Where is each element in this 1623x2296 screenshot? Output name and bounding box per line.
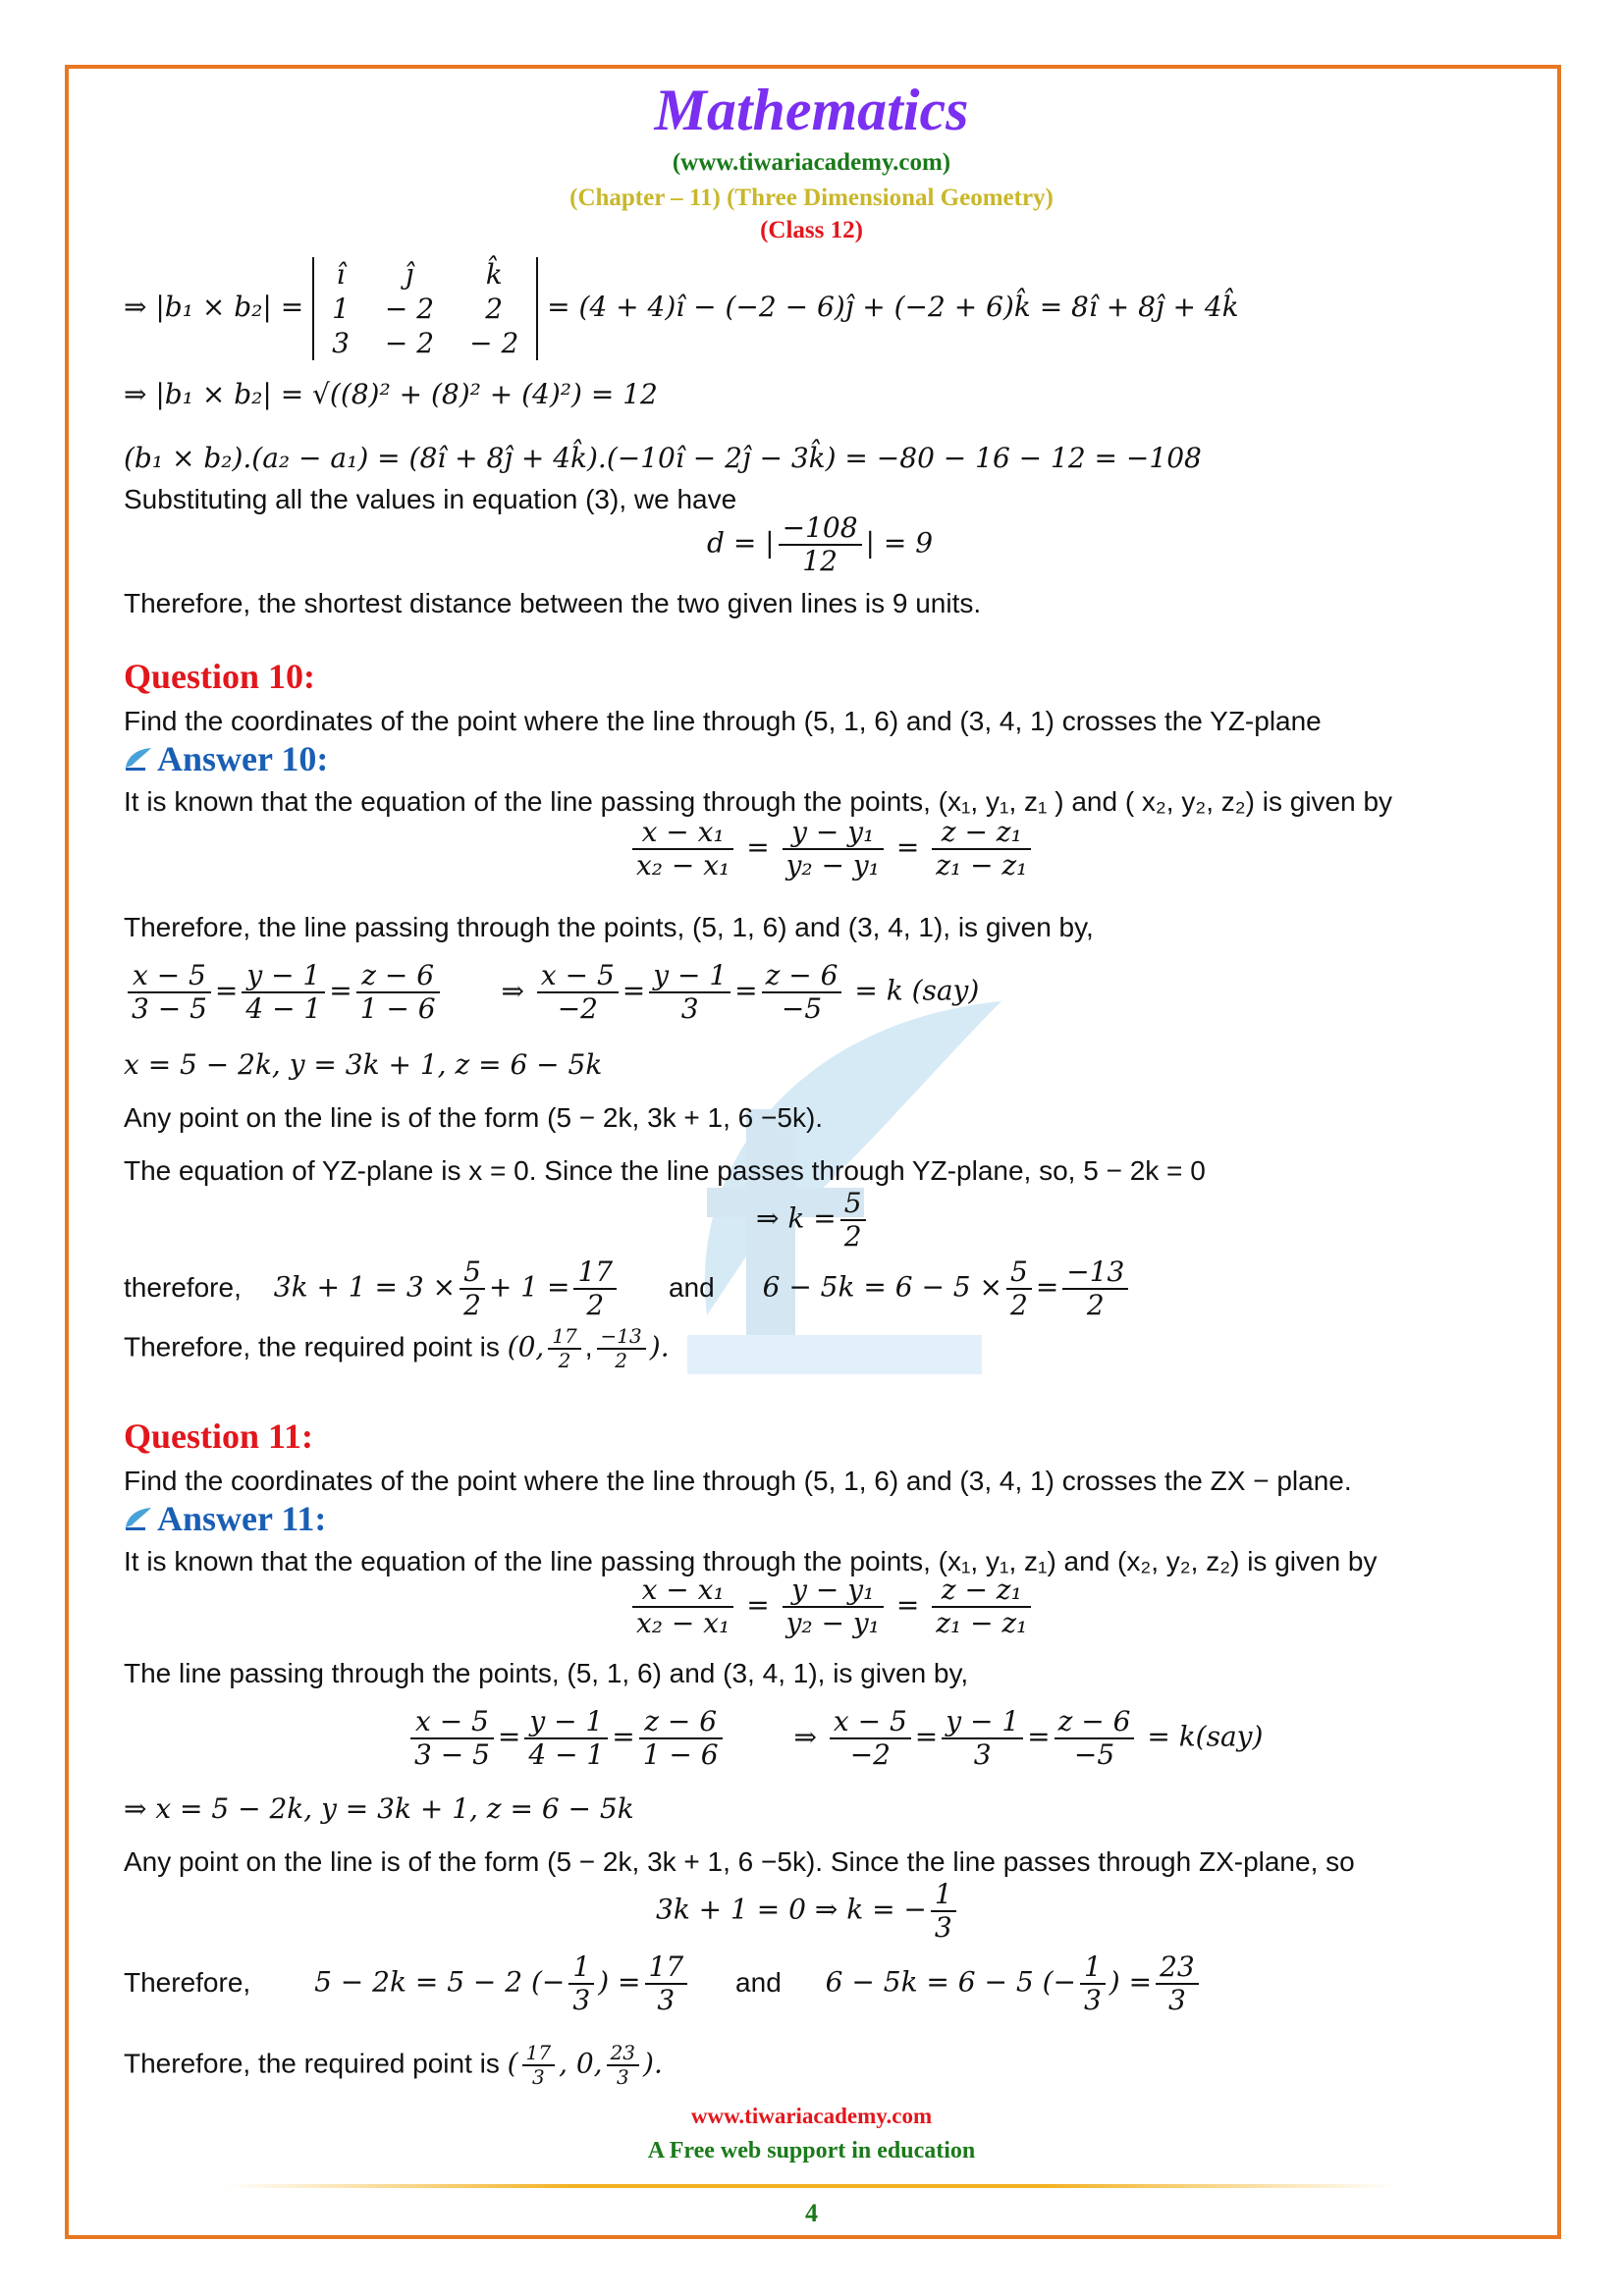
den: 3 — [1168, 1984, 1186, 2017]
calc-1a: 5 − 2k = 5 − 2 (− — [314, 1965, 566, 1999]
q10-therefore-line: Therefore, the line passing through the points, (5, 1, 6) and (3, 4, 1), is given by, — [124, 912, 1094, 942]
and-text: and — [735, 1966, 782, 1998]
k-lhs: ⇒ k = — [756, 1201, 837, 1235]
den: 4 − 1 — [528, 1738, 605, 1772]
answer-11-heading — [124, 1498, 326, 1539]
cross-product-line — [124, 257, 1239, 360]
result-open: ( — [507, 2047, 518, 2080]
frac — [932, 817, 1031, 881]
q11-parametric: ⇒ x = 5 − 2k, y = 3k + 1, z = 6 − 5k — [124, 1792, 634, 1825]
det-cell: − 2 — [384, 327, 435, 359]
q10-any-point: Any point on the line is of the form (5 − 2k, 3k + 1, 6 −5k). — [124, 1102, 824, 1133]
k-eq: 3k + 1 = 0 ⇒ k = − — [656, 1893, 927, 1926]
den: 2 — [463, 1289, 481, 1322]
den: x₂ − x₁ — [636, 849, 730, 882]
den: z₁ − z₁ — [936, 1607, 1028, 1640]
frac — [573, 1256, 617, 1321]
q11-known-text: It is known that the equation of the line passing through the points, (x₁, y₁, z₁) and (x₂, y₂, z₂) is given by — [124, 1546, 1378, 1576]
den: −2 — [849, 1738, 891, 1772]
eq-k: = k(say) — [1147, 1720, 1264, 1753]
footer-website-link[interactable]: www.tiwariacademy.com — [690, 2104, 933, 2128]
q10-line-equation: $\frac{x - 5}{3 - 5}$ = $\frac{y - 1}{4 - 1}$ = $\frac{z - 6}{1 - 6}$ ⇒ $\frac{x - 5}{-2}$ = $\frac{y - 1}{3}$ = $\frac{z - 6}{-5}$ = k (say) — [124, 960, 979, 1025]
num: y − 1 — [242, 960, 325, 993]
page-number: 4 — [805, 2199, 818, 2227]
den: 3 — [531, 2065, 545, 2089]
result-open: (0, — [507, 1330, 545, 1363]
num: 17 — [548, 1325, 580, 1350]
den: 2 — [1009, 1289, 1028, 1322]
num: z − 6 — [1055, 1706, 1135, 1739]
frac — [242, 960, 325, 1025]
q11-general-equation: $\frac{\text{x − x₁}}{\text{x₂ − x₁}}$ = $\frac{\text{y − y₁}}{\text{y₂ − y₁}}$ = $\frac{\text{z − z₁}}{\text{z₁ − z₁}}$ — [628, 1575, 1035, 1639]
calc-1b: + 1 = — [488, 1270, 570, 1304]
den: 1 − 6 — [642, 1738, 719, 1772]
frac — [1062, 1256, 1128, 1321]
num: −13 — [597, 1325, 646, 1350]
d-den: 12 — [802, 545, 838, 578]
frac — [1080, 1951, 1106, 2016]
den: z₁ − z₁ — [936, 849, 1028, 882]
frac — [410, 1706, 494, 1771]
frac — [1006, 1256, 1032, 1321]
result-mid: , 0, — [559, 2047, 603, 2080]
d-rhs: | = 9 — [865, 526, 934, 560]
num: 5 — [460, 1256, 485, 1290]
det-cell: 2 — [485, 293, 504, 325]
answer-icon — [124, 1506, 153, 1531]
den: 3 — [657, 1984, 676, 2017]
den: 3 — [934, 1911, 952, 1945]
num: 23 — [1156, 1951, 1199, 1985]
den: 3 — [572, 1984, 591, 2017]
frac — [1156, 1951, 1199, 2016]
header-website: (www.tiwariacademy.com) — [672, 149, 951, 176]
q11-line-text: The line passing through the points, (5, 1, 6) and (3, 4, 1), is given by, — [124, 1658, 969, 1688]
den: −5 — [1073, 1738, 1115, 1772]
footer-tagline: A Free web support in education — [647, 2138, 976, 2163]
q10-result: Therefore, the required point is (0, $\frac{17}{2}$ , $\frac{-13}{2}$ ). — [124, 1324, 670, 1372]
num: −13 — [1062, 1256, 1128, 1290]
question-11-heading: Question 11: — [124, 1416, 314, 1456]
frac — [522, 2042, 555, 2089]
answer-10-heading — [124, 738, 328, 779]
den: y₂ − y₁ — [785, 1607, 880, 1640]
frac — [597, 1325, 646, 1372]
frac — [548, 1325, 580, 1372]
den: 3 − 5 — [414, 1738, 490, 1772]
num: 1 — [568, 1951, 594, 1985]
num: x − 5 — [128, 960, 211, 993]
calc-label: therefore, — [124, 1271, 242, 1303]
question-11-text: Find the coordinates of the point where the line through (5, 1, 6) and (3, 4, 1) crosses the ZX − plane. — [124, 1466, 1352, 1496]
cross-lhs: ⇒ |b₁ × b₂| = — [124, 291, 304, 323]
q11-line-equation: $\frac{x - 5}{3 - 5}$ = $\frac{y - 1}{4 - 1}$ = $\frac{z - 6}{1 - 6}$ ⇒ $\frac{x - 5}{-2}$ = $\frac{y - 1}{3}$ = $\frac{z - 6}{-5}$ = k(say) — [406, 1706, 1263, 1771]
den: 3 − 5 — [132, 992, 207, 1026]
det-cell: 3 — [332, 327, 350, 359]
page-title: Mathematics — [654, 78, 969, 142]
determinant — [312, 257, 538, 360]
den: 2 — [586, 1289, 605, 1322]
answer-10-label: Answer 10: — [157, 739, 329, 778]
header-chapter: (Chapter – 11) (Three Dimensional Geometry) — [569, 185, 1054, 211]
num: 1 — [1080, 1951, 1106, 1985]
den: x₂ − x₁ — [636, 1607, 730, 1640]
num: z − 6 — [639, 1706, 723, 1739]
d-num: −108 — [779, 512, 862, 546]
q10-general-equation: $\frac{\text{x − x₁}}{\text{x₂ − x₁}}$ = $\frac{\text{y − y₁}}{\text{y₂ − y₁}}$ = $\frac{\text{z − z₁}}{\text{z₁ − z₁}}$ — [628, 817, 1035, 881]
q11-any-point: Any point on the line is of the form (5 − 2k, 3k + 1, 6 −5k). Since the line passes through ZX-plane, so — [124, 1846, 1355, 1877]
den: 2 — [558, 1349, 571, 1372]
frac — [645, 1951, 688, 2016]
frac — [607, 2042, 639, 2089]
q11-k-value — [656, 1879, 960, 1944]
q10-calculation — [124, 1256, 1132, 1321]
frac — [568, 1951, 594, 2016]
num: y − 1 — [524, 1706, 608, 1739]
det-cell: 1 — [332, 293, 350, 325]
det-cell: − 2 — [384, 293, 435, 325]
substitute-text: Substituting all the values in equation (3), we have — [124, 484, 737, 514]
result-text: Therefore, the required point is — [124, 1331, 500, 1362]
frac — [931, 1879, 956, 1944]
calc-2b: ) = — [1109, 1965, 1153, 1999]
num: z − z₁ — [932, 817, 1031, 850]
den: 3 — [616, 2065, 629, 2089]
q10-parametric: x = 5 − 2k, y = 3k + 1, z = 6 − 5k — [124, 1048, 603, 1081]
distance-formula — [707, 512, 933, 577]
num: 1 — [931, 1879, 956, 1912]
num: z − 6 — [762, 960, 842, 993]
q10-known-text: It is known that the equation of the line passing through the points, (x₁, y₁, z₁ ) and ( x₂, y₂, z₂) is given by — [124, 786, 1393, 817]
num: z − 6 — [356, 960, 440, 993]
den: 2 — [615, 1349, 628, 1372]
den: 3 — [973, 1738, 992, 1772]
det-cell: − 2 — [469, 327, 519, 359]
det-cell: î — [336, 258, 346, 291]
header-class: (Class 12) — [760, 217, 863, 243]
calc-label: Therefore, — [124, 1966, 251, 1998]
frac — [356, 960, 440, 1025]
d-fraction — [779, 512, 862, 577]
question-10-heading: Question 10: — [124, 657, 316, 696]
frac — [830, 1706, 911, 1771]
eq-k: = k (say) — [854, 974, 980, 1007]
frac — [942, 1706, 1023, 1771]
q10-k-value — [756, 1188, 870, 1253]
frac — [783, 817, 884, 881]
and-text: and — [668, 1271, 715, 1303]
frac — [840, 1188, 866, 1253]
num: 17 — [522, 2042, 555, 2066]
num: x − 5 — [410, 1706, 494, 1739]
den: −5 — [781, 992, 823, 1026]
den: 2 — [843, 1220, 862, 1254]
footer-divider — [226, 2184, 1394, 2188]
cross-rhs: = (4 + 4)î − (−2 − 6)ĵ + (−2 + 6)k̂ = 8î + 8ĵ + 4k̂ — [547, 291, 1239, 323]
den: −2 — [557, 992, 598, 1026]
num: 17 — [573, 1256, 617, 1290]
frac — [783, 1575, 884, 1639]
den: 2 — [1086, 1289, 1105, 1322]
frac — [649, 960, 730, 1025]
calc-2a: 6 − 5k = 6 − 5 × — [762, 1270, 1002, 1304]
frac — [932, 1575, 1031, 1639]
num: y − 1 — [942, 1706, 1023, 1739]
frac — [762, 960, 842, 1025]
answer-icon — [124, 746, 153, 772]
q11-result — [124, 2042, 663, 2089]
den: y₂ − y₁ — [785, 849, 880, 882]
frac — [460, 1256, 485, 1321]
q10-plane-equation: The equation of YZ-plane is x = 0. Since the line passes through YZ-plane, so, 5 − 2k = 0 — [124, 1155, 1206, 1186]
question-10-text: Find the coordinates of the point where the line through (5, 1, 6) and (3, 4, 1) crosses the YZ-plane — [124, 706, 1322, 736]
num: 5 — [1006, 1256, 1032, 1290]
num: z − z₁ — [932, 1575, 1031, 1608]
frac — [524, 1706, 608, 1771]
calc-1a: 3k + 1 = 3 × — [273, 1270, 457, 1304]
result-text: Therefore, the required point is — [124, 2048, 500, 2079]
calc-2a: 6 − 5k = 6 − 5 (− — [825, 1965, 1076, 1999]
den: 3 — [1083, 1984, 1102, 2017]
frac — [639, 1706, 723, 1771]
num: y − 1 — [649, 960, 730, 993]
result-close: ). — [643, 2047, 663, 2080]
num: 5 — [840, 1188, 866, 1221]
det-cell: ĵ — [405, 258, 414, 291]
magnitude-line: ⇒ |b₁ × b₂| = √((8)² + (8)² + (4)²) = 12 — [124, 378, 658, 410]
num: y − y₁ — [783, 817, 884, 850]
num: 17 — [645, 1951, 688, 1985]
num: y − y₁ — [783, 1575, 884, 1608]
den: 1 − 6 — [359, 992, 436, 1026]
num: x − 5 — [537, 960, 619, 993]
frac — [1055, 1706, 1135, 1771]
frac — [128, 960, 211, 1025]
det-cell: k̂ — [485, 258, 503, 291]
den: 4 − 1 — [245, 992, 322, 1026]
calc-2b: = — [1035, 1270, 1059, 1304]
d-lhs: d = | — [707, 526, 775, 560]
num: x − 5 — [830, 1706, 911, 1739]
q11-calculation — [124, 1951, 1203, 2016]
calc-1b: ) = — [598, 1965, 641, 1999]
num: 23 — [607, 2042, 639, 2066]
dot-product-line: (b₁ × b₂).(a₂ − a₁) = (8î + 8ĵ + 4k̂).(−10î − 2ĵ − 3k̂) = −80 − 16 − 12 = −108 — [124, 442, 1202, 474]
num: x − x₁ — [632, 817, 733, 850]
frac — [632, 817, 733, 881]
frac — [632, 1575, 733, 1639]
num: x − x₁ — [632, 1575, 733, 1608]
result-close: ). — [649, 1330, 670, 1363]
answer-11-label: Answer 11: — [157, 1499, 327, 1538]
distance-conclusion: Therefore, the shortest distance between the two given lines is 9 units. — [124, 588, 982, 618]
den: 3 — [680, 992, 699, 1026]
frac — [537, 960, 619, 1025]
